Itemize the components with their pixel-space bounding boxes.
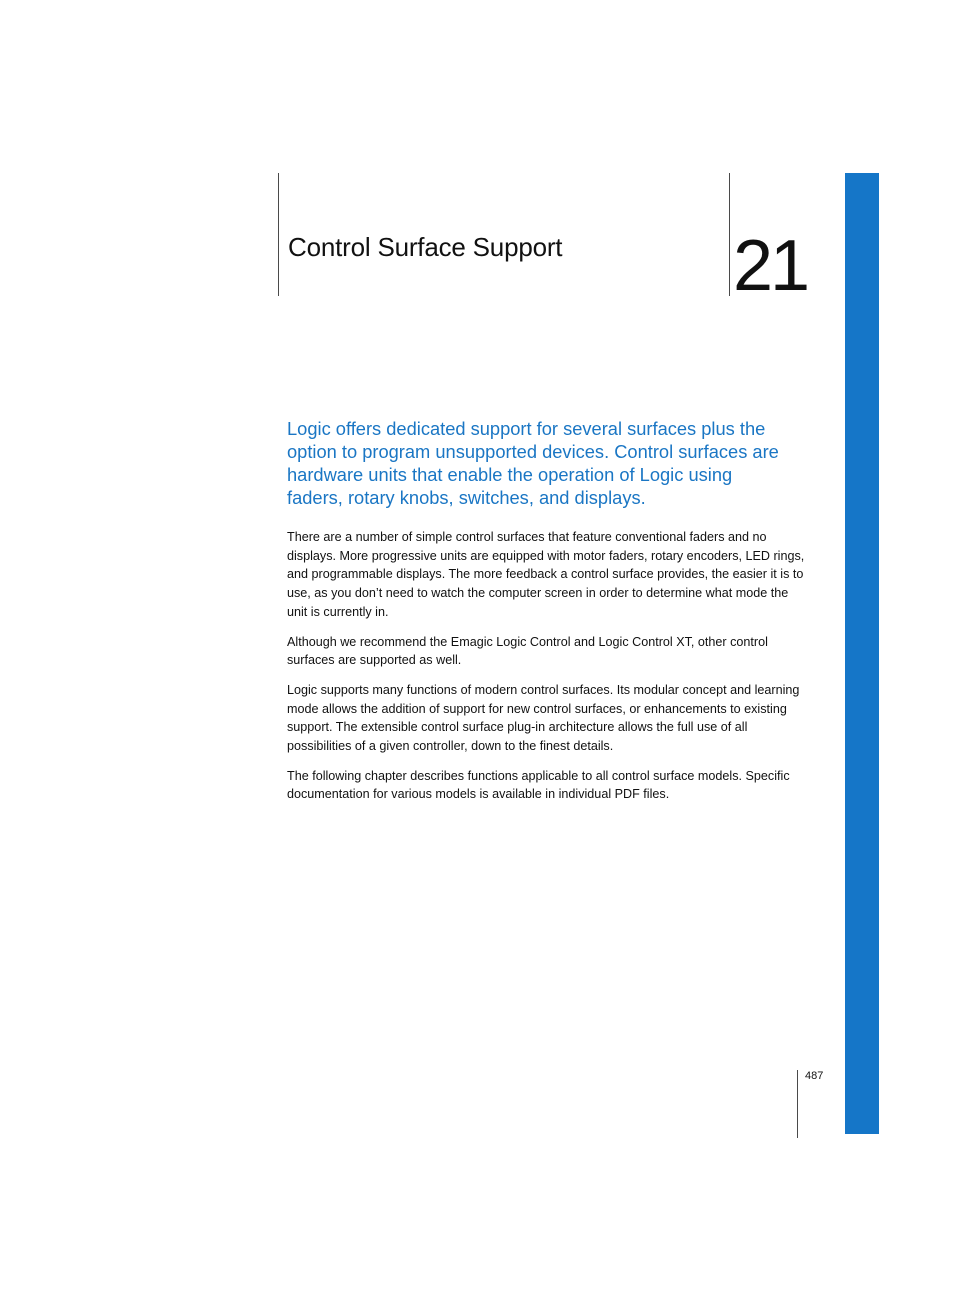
chapter-title-rule: [278, 173, 279, 296]
chapter-number-rule: [729, 173, 730, 296]
chapter-title: Control Surface Support: [288, 232, 563, 262]
body-paragraph: The following chapter describes functions applicable to all control surface models. Specific documentation for various models is available in individual PDF files.: [287, 768, 790, 802]
footer-rule: [797, 1070, 798, 1138]
body-paragraph: Although we recommend the Emagic Logic Control and Logic Control XT, other control surfaces are supported as well.: [287, 634, 768, 668]
body-paragraph: Logic supports many functions of modern control surfaces. Its modular concept and learning mode allows the addition of support for new control surfaces, or enhancements to existing support. The extensible control surface plug-in architecture allows the full use of all possibilities of a given controller, down to the finest details.: [287, 682, 800, 754]
chapter-tab: [845, 173, 879, 1134]
page-number: 487: [805, 1070, 824, 1082]
chapter-intro: Logic offers dedicated support for several surfaces plus the option to program unsupported devices. Control surfaces are hardware units that enable the operation of Logic using faders, rotary knobs, switches, and displays.: [287, 418, 779, 508]
chapter-body: [287, 528, 807, 815]
chapter-number: 21: [733, 226, 808, 306]
body-paragraph: There are a number of simple control surfaces that feature conventional faders and no displays. More progressive units are equipped with motor faders, rotary encoders, LED rings, and programmable displays. The more feedback a control surface provides, the easier it is to use, as you don’t need to watch the computer screen in order to determine what mode the unit is currently in.: [287, 530, 805, 619]
